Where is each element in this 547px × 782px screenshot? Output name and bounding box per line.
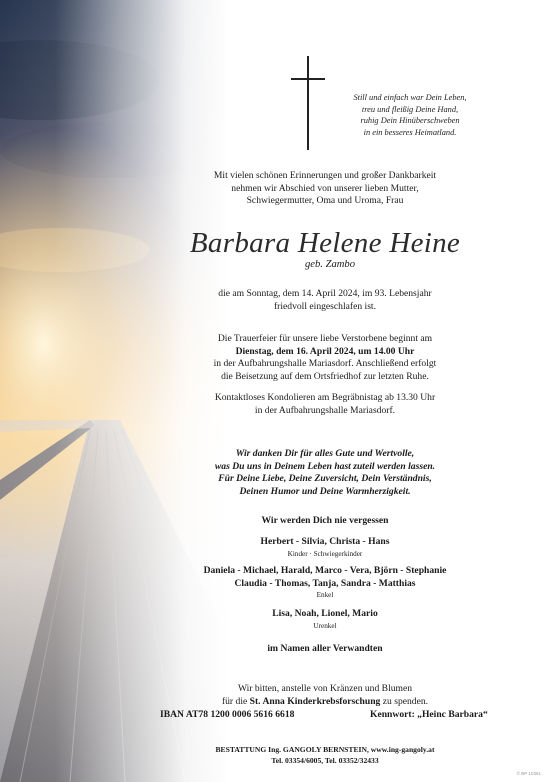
donation-recipient: St. Anna Kinderkrebsforschung	[249, 695, 381, 707]
footer-line: Tel. 03354/6005, Tel. 03352/32433	[271, 755, 379, 765]
copyright-mark: © BP 10361	[516, 771, 541, 776]
maiden-name: geb. Zambo	[304, 259, 356, 270]
donation-prefix: für die	[221, 695, 250, 707]
death-notice	[130, 288, 520, 313]
donation-keyword: Kennwort: „Heinc Barbara“	[370, 709, 488, 720]
family-list	[130, 536, 520, 559]
footer-line: BESTATTUNG Ing. GANGOLY BERNSTEIN, www.ing-gangoly.at	[215, 745, 435, 754]
great-grandchildren-names: Lisa, Noah, Lionel, Mario	[272, 608, 378, 619]
funeral-line: in der Aufbahrungshalle Mariasdorf. Anschließend erfolgt	[213, 358, 437, 370]
poem-line: treu und fleißig Deine Hand,	[361, 104, 459, 114]
funeral-home-footer	[130, 745, 520, 766]
condolence-line: in der Aufbahrungshalle Mariasdorf.	[254, 404, 396, 416]
intro-line: Mit vielen schönen Erinnerungen und großer Dankbarkeit	[213, 170, 437, 181]
thanks-line: Deinen Humor und Deine Warmherzigkeit.	[239, 485, 411, 497]
donation-suffix: zu spenden.	[380, 695, 429, 707]
relatives-line	[130, 643, 520, 656]
intro-line: Schwiegermutter, Oma und Uroma, Frau	[246, 195, 404, 207]
funeral-info	[130, 333, 520, 383]
death-line: die am Sonntag, dem 14. April 2024, im 93. Lebensjahr	[218, 288, 432, 299]
iban: IBAN AT78 1200 0006 5616 6618	[160, 709, 295, 720]
grandchildren-names: Claudia - Thomas, Tanja, Sandra - Matthias	[234, 577, 416, 589]
children-label: Kinder · Schwiegerkinder	[287, 549, 363, 558]
intro-line: nehmen wir Abschied von unserer lieben Mutter,	[231, 182, 419, 194]
donation-line: Wir bitten, anstelle von Kränzen und Blumen	[237, 683, 413, 694]
great-grandchildren-label: Urenkel	[313, 621, 337, 630]
poem-line: in ein besseres Heimatland.	[363, 128, 457, 138]
grandchildren-list	[130, 565, 520, 600]
deceased-name: Barbara Helene Heine	[189, 227, 461, 259]
poem-line: ruhig Dein Hinüberschweben	[360, 116, 460, 126]
condolence-info	[130, 392, 520, 417]
poem-line: Still und einfach war Dein Leben,	[353, 93, 467, 102]
intro-text	[130, 170, 520, 208]
death-line: friedvoll eingeschlafen ist.	[273, 300, 377, 312]
never-forget	[130, 515, 520, 528]
grandchildren-names: Daniela - Michael, Harald, Marco - Vera, Björn - Stephanie	[203, 565, 447, 576]
poem	[300, 92, 520, 139]
funeral-line: Die Trauerfeier für unsere liebe Verstorbene beginnt am	[217, 333, 433, 344]
donation-request	[130, 683, 520, 708]
children-names: Herbert - Silvia, Christa - Hans	[260, 536, 390, 547]
great-grandchildren-list	[130, 608, 520, 631]
thanks-line: Wir danken Dir für alles Gute und Wertvolle,	[235, 448, 415, 459]
grandchildren-label: Enkel	[316, 591, 334, 600]
donation-line	[130, 696, 520, 709]
thanks-line: was Du uns in Deinem Leben hast zuteil werden lassen.	[214, 460, 436, 472]
funeral-line: die Beisetzung auf dem Ortsfriedhof zur letzten Ruhe.	[221, 370, 429, 382]
relatives-text: im Namen aller Verwandten	[267, 643, 383, 654]
never-forget-line: Wir werden Dich nie vergessen	[261, 515, 389, 526]
funeral-date: Dienstag, dem 16. April 2024, um 14.00 Uhr	[235, 345, 415, 357]
thanks-line: Für Deine Liebe, Deine Zuversicht, Dein Verständnis,	[218, 473, 432, 485]
thanks-text	[130, 448, 520, 498]
condolence-line: Kontaktloses Kondolieren am Begräbnistag ab 13.30 Uhr	[214, 392, 436, 403]
